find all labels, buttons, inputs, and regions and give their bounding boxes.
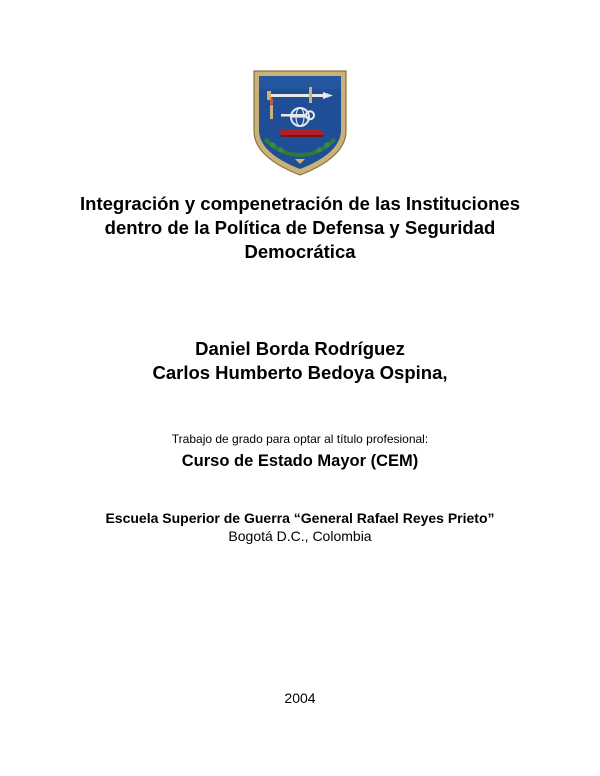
degree-title: Curso de Estado Mayor (CEM) — [181, 452, 419, 470]
author-name: Carlos Humberto Bedoya Ospina, — [152, 362, 448, 383]
document-title — [0, 192, 600, 264]
institution-crest — [251, 69, 349, 177]
institution-name: Escuela Superior de Guerra “General Rafael Reyes Prieto” — [105, 510, 495, 526]
publication-year: 2004 — [284, 690, 316, 706]
institution-location: Bogotá D.C., Colombia — [228, 528, 372, 544]
author-name: Daniel Borda Rodríguez — [195, 338, 405, 359]
title-line: dentro de la Política de Defensa y Seguridad — [104, 217, 496, 238]
degree-purpose: Trabajo de grado para optar al título profesional: — [171, 432, 429, 446]
author-list — [0, 337, 600, 385]
title-line: Integración y compenetración de las Instituciones — [80, 193, 520, 214]
title-line: Democrática — [244, 241, 356, 262]
